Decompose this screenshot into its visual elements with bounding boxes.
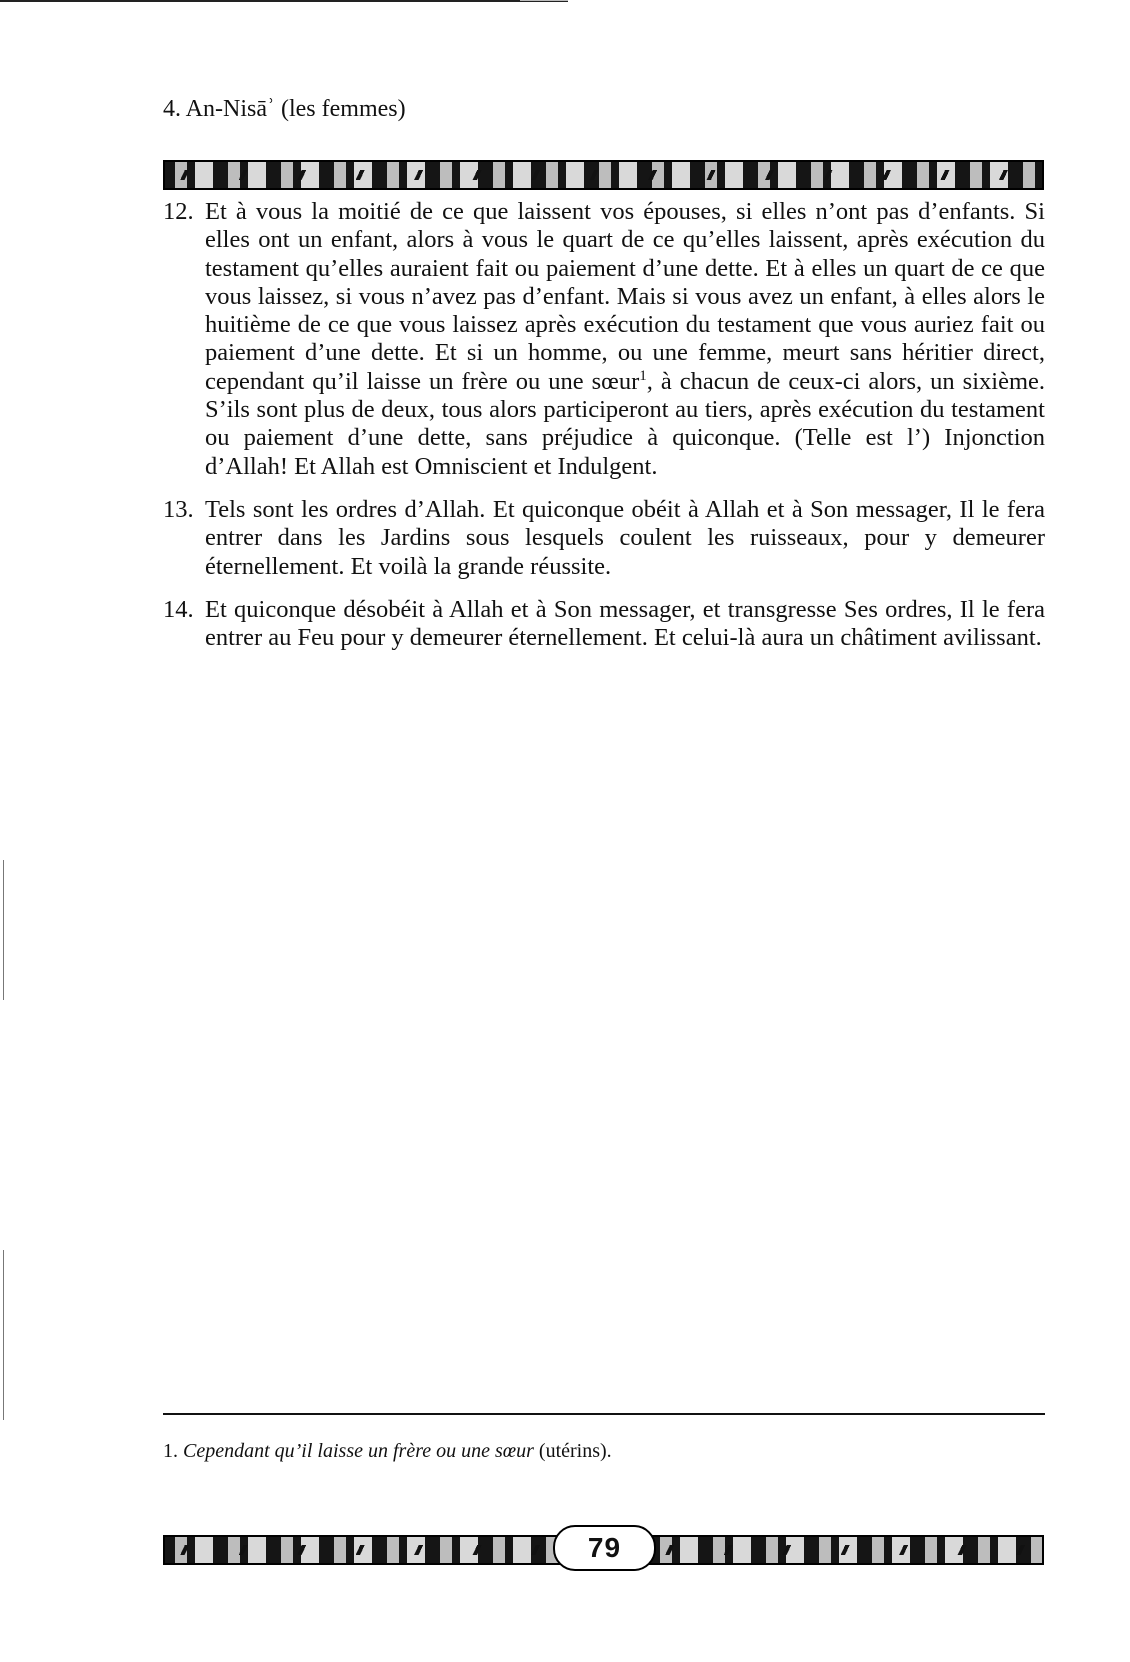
- verse-text-part: , à chacun de ceux-ci alors, un sixième. S’ils sont plus de deux, tous alors participeront au tiers, après exécution du testament ou paiement d’une dette, sans préjudice à quiconque. (Telle est l’) Injonction d’Allah! Et Allah est Omniscient et Indulgent.: [205, 367, 1045, 480]
- verse-text: [205, 198, 1045, 481]
- verse-number: 12.: [163, 198, 194, 225]
- footnote-rule: [163, 1413, 1045, 1415]
- verse-list: [163, 198, 1045, 667]
- verse-text-part: Et à vous la moitié de ce que laissent vos épouses, si elles n’ont pas d’enfants. Si elles ont un enfant, alors à vous le quart de ce qu’elles laissent, après exécution du testament qu’elles auraient fait ou paiement d’une dette. Et à elles un quart de ce que vous laissez, si vous n’avez pas d’enfant. Mais si vous avez un enfant, à elles alors le huitième de ce que vous laissez après exécution du testament que vous auriez fait ou paiement d’une dette. Et si un homme, ou une femme, meurt sans héritier direct, cependant qu’il laisse un frère ou une sœur: [205, 198, 1045, 395]
- footnote-italic-text: Cependant qu’il laisse un frère ou une sœur: [183, 1440, 534, 1462]
- verse-number: 14.: [163, 595, 194, 623]
- footnote-ref[interactable]: 1: [639, 367, 647, 384]
- footnote: [163, 1438, 612, 1464]
- verse-text: Tels sont les ordres d’Allah. Et quiconque obéit à Allah et à Son messager, Il le fera entrer dans les Jardins sous lesquels coulent les ruisseaux, pour y demeurer éternellement. Et voilà la grande réussite.: [205, 495, 1045, 580]
- scan-mark: [3, 1250, 4, 1420]
- top-rule: [0, 0, 568, 2]
- verse-text: Et quiconque désobéit à Allah et à Son messager, et transgresse Ses ordres, Il le fera entrer au Feu pour y demeurer éternellement. Et celui-là aura un châtiment avilissant.: [205, 595, 1045, 652]
- page-number: 79: [553, 1525, 656, 1571]
- ornamental-band-top: [163, 160, 1044, 190]
- verse-number: 13.: [163, 495, 194, 523]
- footnote-plain-text: (utérins).: [538, 1440, 612, 1462]
- scan-mark: [3, 860, 4, 1000]
- verse-13: [163, 496, 1045, 581]
- chapter-header: 4. An-Nisāʾ (les femmes): [163, 96, 406, 122]
- top-rule-faint: [520, 0, 568, 1]
- verse-12: [163, 198, 1045, 481]
- ornamental-band-bottom-right: [648, 1535, 1044, 1565]
- footnote-number: 1.: [163, 1440, 178, 1462]
- ornamental-band-bottom-left: [163, 1535, 561, 1565]
- verse-14: [163, 596, 1045, 653]
